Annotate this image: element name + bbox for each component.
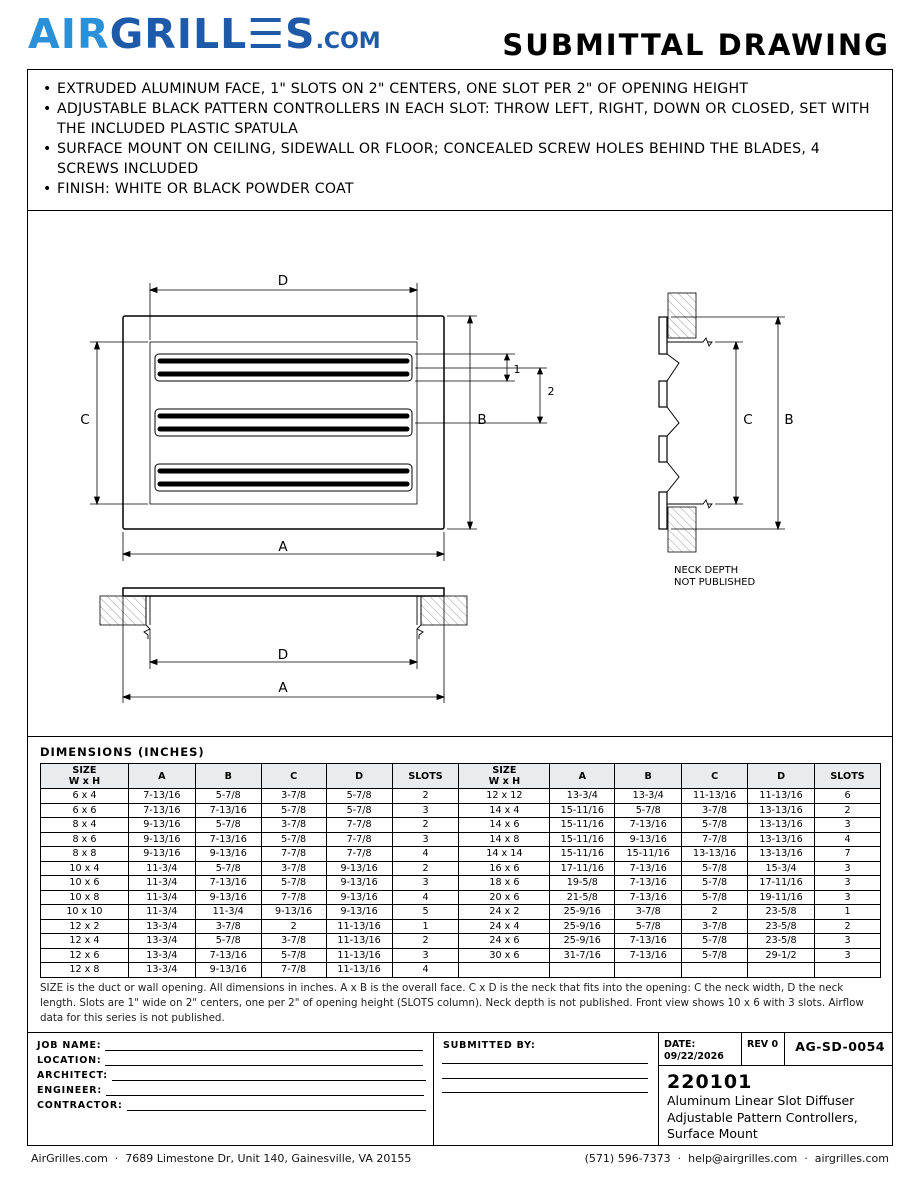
table-row bbox=[41, 818, 881, 833]
table-cell: 13-13/16 bbox=[682, 847, 748, 862]
table-cell: 3-7/8 bbox=[615, 905, 682, 920]
table-cell: 2 bbox=[682, 905, 748, 920]
label-slot-pitch: 2 bbox=[547, 385, 555, 398]
table-cell: 14 x 8 bbox=[459, 832, 550, 847]
wall-section-bottom bbox=[668, 507, 696, 552]
table-cell: 5-7/8 bbox=[326, 803, 392, 818]
table-cell: 11-13/16 bbox=[682, 789, 748, 804]
table-cell: 5-7/8 bbox=[326, 789, 392, 804]
label-c-front: C bbox=[80, 412, 90, 428]
table-row bbox=[41, 890, 881, 905]
table-header: C bbox=[261, 764, 326, 789]
table-row bbox=[41, 963, 881, 978]
architect-label: ARCHITECT: bbox=[37, 1070, 108, 1081]
table-cell: 10 x 6 bbox=[41, 876, 129, 891]
dimensions-section bbox=[27, 736, 893, 1025]
table-cell: 11-13/16 bbox=[326, 934, 392, 949]
table-header: A bbox=[128, 764, 195, 789]
dimensions-table bbox=[40, 763, 881, 978]
table-cell: 13-13/16 bbox=[748, 803, 815, 818]
note-item: • SURFACE MOUNT ON CEILING, SIDEWALL OR FLOOR; CONCEALED SCREW HOLES BEHIND THE BLADES, 4 SCREWS INCLUDED bbox=[57, 139, 879, 179]
table-cell: 9-13/16 bbox=[615, 832, 682, 847]
table-cell: 11-13/16 bbox=[326, 963, 392, 978]
label-b-front: B bbox=[477, 412, 487, 428]
table-header: SIZE W x H bbox=[459, 764, 550, 789]
table-cell: 11-3/4 bbox=[128, 905, 195, 920]
table-cell: 15-11/16 bbox=[615, 847, 682, 862]
table-cell: 23-5/8 bbox=[748, 934, 815, 949]
table-row bbox=[41, 789, 881, 804]
engineer-field[interactable] bbox=[106, 1085, 424, 1096]
table-cell: 11-13/16 bbox=[748, 789, 815, 804]
table-header: A bbox=[550, 764, 615, 789]
table-cell: 14 x 4 bbox=[459, 803, 550, 818]
table-cell: 18 x 6 bbox=[459, 876, 550, 891]
table-cell: 12 x 12 bbox=[459, 789, 550, 804]
table-cell: 9-13/16 bbox=[195, 890, 261, 905]
document-title: SUBMITTAL DRAWING bbox=[502, 28, 890, 62]
label-d-top: D bbox=[277, 647, 289, 663]
neck-outline bbox=[150, 342, 417, 504]
table-cell: 5-7/8 bbox=[195, 861, 261, 876]
table-cell: 5-7/8 bbox=[261, 876, 326, 891]
neck-note-2: NOT PUBLISHED bbox=[674, 577, 756, 588]
table-cell: 3 bbox=[815, 876, 881, 891]
table-cell: 24 x 4 bbox=[459, 919, 550, 934]
brand-logo bbox=[28, 10, 381, 64]
dim-b-right bbox=[447, 316, 477, 529]
table-cell: 9-13/16 bbox=[195, 847, 261, 862]
table-cell: 10 x 4 bbox=[41, 861, 129, 876]
table-cell: 15-11/16 bbox=[550, 832, 615, 847]
table-cell bbox=[615, 963, 682, 978]
table-cell: 5-7/8 bbox=[682, 861, 748, 876]
label-a-top: A bbox=[278, 680, 288, 696]
rev-cell bbox=[742, 1033, 785, 1066]
label-c-side: C bbox=[743, 412, 753, 428]
table-cell: 7-7/8 bbox=[682, 832, 748, 847]
submitted-by-label: SUBMITTED BY: bbox=[443, 1040, 536, 1051]
table-cell: 20 x 6 bbox=[459, 890, 550, 905]
submitted-by-line[interactable] bbox=[442, 1078, 648, 1079]
table-cell: 17-11/16 bbox=[550, 861, 615, 876]
table-cell: 3-7/8 bbox=[261, 861, 326, 876]
table-row bbox=[41, 803, 881, 818]
doc-number: AG-SD-0054 bbox=[795, 1039, 885, 1054]
note-item: • ADJUSTABLE BLACK PATTERN CONTROLLERS IN EACH SLOT: THROW LEFT, RIGHT, DOWN OR CLOSED, SET WITH THE INCLUDED PLASTIC SPATULA bbox=[57, 99, 879, 139]
table-cell: 3-7/8 bbox=[261, 934, 326, 949]
submitted-by-line[interactable] bbox=[442, 1063, 648, 1064]
table-cell: 3-7/8 bbox=[261, 818, 326, 833]
face-outline bbox=[123, 316, 444, 529]
slot bbox=[155, 464, 412, 491]
table-row bbox=[41, 905, 881, 920]
table-cell: 30 x 6 bbox=[459, 948, 550, 963]
table-cell: 3 bbox=[392, 948, 459, 963]
slot bbox=[155, 354, 412, 381]
table-cell: 3 bbox=[815, 818, 881, 833]
doc-number-cell bbox=[785, 1033, 893, 1066]
table-cell: 7-7/8 bbox=[261, 847, 326, 862]
table-row bbox=[41, 861, 881, 876]
description-line: Surface Mount bbox=[667, 1126, 758, 1141]
table-cell: 15-11/16 bbox=[550, 803, 615, 818]
table-cell: 9-13/16 bbox=[326, 861, 392, 876]
table-row bbox=[41, 948, 881, 963]
table-row bbox=[41, 934, 881, 949]
table-cell: 7 bbox=[815, 847, 881, 862]
table-cell: 7-13/16 bbox=[195, 803, 261, 818]
label-d-front: D bbox=[277, 273, 289, 289]
table-cell: 19-11/16 bbox=[748, 890, 815, 905]
table-cell: 3 bbox=[815, 861, 881, 876]
table-cell: 4 bbox=[815, 832, 881, 847]
technical-drawing bbox=[27, 211, 893, 736]
date-cell bbox=[659, 1033, 742, 1066]
table-cell: 7-13/16 bbox=[615, 818, 682, 833]
model-number: 220101 bbox=[667, 1071, 753, 1093]
table-cell: 7-13/16 bbox=[195, 832, 261, 847]
table-cell: 7-7/8 bbox=[261, 963, 326, 978]
table-cell: 15-11/16 bbox=[550, 847, 615, 862]
table-cell: 12 x 2 bbox=[41, 919, 129, 934]
revision: REV 0 bbox=[747, 1039, 779, 1050]
table-cell: 7-7/8 bbox=[326, 818, 392, 833]
table-cell: 11-3/4 bbox=[195, 905, 261, 920]
table-cell: 25-9/16 bbox=[550, 919, 615, 934]
table-cell: 9-13/16 bbox=[326, 876, 392, 891]
table-cell: 7-13/16 bbox=[128, 789, 195, 804]
job-info bbox=[27, 1033, 434, 1145]
table-cell: 13-3/4 bbox=[128, 934, 195, 949]
table-cell: 14 x 14 bbox=[459, 847, 550, 862]
neck-note-1: NECK DEPTH bbox=[674, 565, 739, 576]
table-cell: 6 bbox=[815, 789, 881, 804]
table-cell: 10 x 8 bbox=[41, 890, 129, 905]
table-cell: 5 bbox=[392, 905, 459, 920]
title-block bbox=[27, 1032, 893, 1146]
contractor-field[interactable] bbox=[127, 1100, 426, 1111]
table-cell: 2 bbox=[815, 803, 881, 818]
description-line: Adjustable Pattern Controllers, bbox=[667, 1109, 858, 1125]
table-cell: 12 x 6 bbox=[41, 948, 129, 963]
table-cell: 5-7/8 bbox=[195, 818, 261, 833]
table-cell: 10 x 10 bbox=[41, 905, 129, 920]
table-row bbox=[41, 832, 881, 847]
table-cell: 2 bbox=[261, 919, 326, 934]
date-value: 09/22/2026 bbox=[664, 1051, 724, 1062]
submitted-by-block bbox=[434, 1033, 659, 1145]
table-cell: 3-7/8 bbox=[195, 919, 261, 934]
table-cell: 5-7/8 bbox=[615, 919, 682, 934]
table-row bbox=[41, 876, 881, 891]
table-cell: 15-3/4 bbox=[748, 861, 815, 876]
spec-notes bbox=[27, 69, 893, 211]
table-row bbox=[41, 919, 881, 934]
table-cell: 16 x 6 bbox=[459, 861, 550, 876]
table-cell: 3-7/8 bbox=[261, 789, 326, 804]
table-cell: 13-13/16 bbox=[748, 832, 815, 847]
slot bbox=[155, 409, 412, 436]
architect-field[interactable] bbox=[112, 1070, 426, 1081]
table-cell: 13-3/4 bbox=[128, 948, 195, 963]
table-cell: 3 bbox=[392, 803, 459, 818]
location-field[interactable] bbox=[105, 1055, 423, 1066]
table-cell bbox=[815, 963, 881, 978]
table-cell: 5-7/8 bbox=[261, 803, 326, 818]
table-cell: 2 bbox=[392, 861, 459, 876]
table-cell: 4 bbox=[392, 847, 459, 862]
table-cell: 13-3/4 bbox=[550, 789, 615, 804]
table-cell: 17-11/16 bbox=[748, 876, 815, 891]
table-cell: 7-13/16 bbox=[195, 948, 261, 963]
dimensions-footnote: SIZE is the duct or wall opening. All dimensions in inches. A x B is the overall face. C x D is the neck that fits into the opening: C the neck width, D the neck length. Slots are 1" wide on 2" centers, one per 2" of opening height (SLOTS column). Neck depth is not published. Front view shows 10 x 6 with 3 slots. Airflow data for this series is not published. bbox=[40, 982, 864, 1025]
table-cell: 9-13/16 bbox=[261, 905, 326, 920]
table-cell: 3 bbox=[815, 890, 881, 905]
table-header: D bbox=[748, 764, 815, 789]
label-a-front: A bbox=[278, 539, 288, 555]
table-cell: 2 bbox=[392, 818, 459, 833]
job-name-label: JOB NAME: bbox=[37, 1040, 102, 1051]
engineer-label: ENGINEER: bbox=[37, 1085, 103, 1096]
table-cell: 7-7/8 bbox=[326, 832, 392, 847]
table-cell: 8 x 8 bbox=[41, 847, 129, 862]
footer-address: AirGrilles.com · 7689 Limestone Dr, Unit 140, Gainesville, VA 20155 bbox=[31, 1152, 412, 1165]
table-cell: 9-13/16 bbox=[128, 847, 195, 862]
table-cell: 25-9/16 bbox=[550, 905, 615, 920]
table-cell: 7-13/16 bbox=[615, 948, 682, 963]
table-header: B bbox=[615, 764, 682, 789]
table-cell: 19-5/8 bbox=[550, 876, 615, 891]
table-cell: 5-7/8 bbox=[195, 934, 261, 949]
table-cell: 31-7/16 bbox=[550, 948, 615, 963]
date-label: DATE: bbox=[664, 1039, 696, 1050]
table-cell: 5-7/8 bbox=[682, 948, 748, 963]
table-cell: 13-3/4 bbox=[128, 963, 195, 978]
table-cell: 5-7/8 bbox=[261, 832, 326, 847]
table-cell: 5-7/8 bbox=[195, 789, 261, 804]
dim-c-side bbox=[715, 342, 743, 504]
table-cell: 2 bbox=[392, 789, 459, 804]
table-cell: 7-13/16 bbox=[615, 876, 682, 891]
logo-com: .COM bbox=[315, 29, 381, 54]
dim-c-left bbox=[90, 342, 148, 504]
submitted-by-line[interactable] bbox=[442, 1092, 648, 1093]
table-cell: 3 bbox=[392, 876, 459, 891]
dim-b-side bbox=[671, 317, 785, 529]
table-cell: 2 bbox=[815, 919, 881, 934]
table-cell: 11-13/16 bbox=[326, 948, 392, 963]
table-cell: 5-7/8 bbox=[682, 876, 748, 891]
table-cell: 13-3/4 bbox=[615, 789, 682, 804]
dim-d-top bbox=[150, 283, 417, 340]
table-cell: 5-7/8 bbox=[682, 890, 748, 905]
location-label: LOCATION: bbox=[37, 1055, 102, 1066]
table-cell: 9-13/16 bbox=[326, 905, 392, 920]
table-cell: 24 x 2 bbox=[459, 905, 550, 920]
table-cell: 9-13/16 bbox=[128, 818, 195, 833]
table-cell: 1 bbox=[815, 905, 881, 920]
table-cell: 8 x 6 bbox=[41, 832, 129, 847]
table-header: D bbox=[326, 764, 392, 789]
table-cell: 6 x 4 bbox=[41, 789, 129, 804]
label-b-side: B bbox=[784, 412, 794, 428]
table-cell bbox=[748, 963, 815, 978]
note-item: • FINISH: WHITE OR BLACK POWDER COAT bbox=[57, 179, 879, 199]
table-cell: 6 x 6 bbox=[41, 803, 129, 818]
table-cell: 7-7/8 bbox=[261, 890, 326, 905]
table-cell: 25-9/16 bbox=[550, 934, 615, 949]
table-cell: 9-13/16 bbox=[326, 890, 392, 905]
table-cell: 5-7/8 bbox=[615, 803, 682, 818]
table-cell: 11-3/4 bbox=[128, 890, 195, 905]
table-cell: 8 x 4 bbox=[41, 818, 129, 833]
table-cell bbox=[459, 963, 550, 978]
table-header: SLOTS bbox=[392, 764, 459, 789]
table-cell: 3-7/8 bbox=[682, 803, 748, 818]
table-cell: 24 x 6 bbox=[459, 934, 550, 949]
table-cell: 7-13/16 bbox=[128, 803, 195, 818]
label-slot-width: 1 bbox=[513, 363, 521, 376]
table-cell: 1 bbox=[392, 919, 459, 934]
table-cell: 12 x 8 bbox=[41, 963, 129, 978]
table-cell: 7-13/16 bbox=[615, 934, 682, 949]
logo-wordmark bbox=[28, 12, 381, 64]
table-cell: 4 bbox=[392, 963, 459, 978]
table-cell: 15-11/16 bbox=[550, 818, 615, 833]
table-cell: 23-5/8 bbox=[748, 919, 815, 934]
face-flange bbox=[659, 317, 667, 354]
table-cell bbox=[682, 963, 748, 978]
contractor-label: CONTRACTOR: bbox=[37, 1100, 123, 1111]
table-cell: 11-3/4 bbox=[128, 876, 195, 891]
table-cell: 23-5/8 bbox=[748, 905, 815, 920]
table-cell: 5-7/8 bbox=[682, 818, 748, 833]
side-view bbox=[659, 293, 785, 552]
table-cell: 3 bbox=[815, 934, 881, 949]
table-cell: 21-5/8 bbox=[550, 890, 615, 905]
table-header: SLOTS bbox=[815, 764, 881, 789]
product-description bbox=[667, 1093, 858, 1143]
table-cell: 14 x 6 bbox=[459, 818, 550, 833]
table-cell: 11-13/16 bbox=[326, 919, 392, 934]
logo-air: AIR bbox=[28, 10, 110, 58]
table-cell: 9-13/16 bbox=[195, 963, 261, 978]
table-cell: 29-1/2 bbox=[748, 948, 815, 963]
table-cell: 9-13/16 bbox=[128, 832, 195, 847]
table-cell: 3 bbox=[392, 832, 459, 847]
logo-grilles: GRILL☰S bbox=[109, 10, 316, 58]
table-cell: 2 bbox=[392, 934, 459, 949]
table-header: SIZE W x H bbox=[41, 764, 129, 789]
note-item: • EXTRUDED ALUMINUM FACE, 1" SLOTS ON 2" CENTERS, ONE SLOT PER 2" OF OPENING HEIGHT bbox=[57, 79, 879, 99]
face-section bbox=[123, 588, 444, 596]
table-cell: 13-3/4 bbox=[128, 919, 195, 934]
table-header: B bbox=[195, 764, 261, 789]
table-cell: 3-7/8 bbox=[682, 919, 748, 934]
table-cell: 11-3/4 bbox=[128, 861, 195, 876]
description-line: Aluminum Linear Slot Diffuser bbox=[667, 1093, 855, 1108]
table-cell: 12 x 4 bbox=[41, 934, 129, 949]
table-cell: 7-7/8 bbox=[326, 847, 392, 862]
table-cell: 7-13/16 bbox=[615, 861, 682, 876]
table-cell: 5-7/8 bbox=[261, 948, 326, 963]
table-cell: 13-13/16 bbox=[748, 818, 815, 833]
footer-contact: (571) 596-7373 · help@airgrilles.com · airgrilles.com bbox=[584, 1152, 889, 1165]
table-cell: 7-13/16 bbox=[615, 890, 682, 905]
wall-section-top bbox=[668, 293, 696, 338]
job-name-field[interactable] bbox=[105, 1040, 423, 1051]
table-cell: 4 bbox=[392, 890, 459, 905]
table-cell: 3 bbox=[815, 948, 881, 963]
table-header: C bbox=[682, 764, 748, 789]
table-row bbox=[41, 847, 881, 862]
dimensions-title: DIMENSIONS (INCHES) bbox=[40, 745, 205, 759]
table-cell: 7-13/16 bbox=[195, 876, 261, 891]
table-cell: 13-13/16 bbox=[748, 847, 815, 862]
table-cell bbox=[550, 963, 615, 978]
document-info bbox=[659, 1033, 893, 1145]
table-cell: 5-7/8 bbox=[682, 934, 748, 949]
